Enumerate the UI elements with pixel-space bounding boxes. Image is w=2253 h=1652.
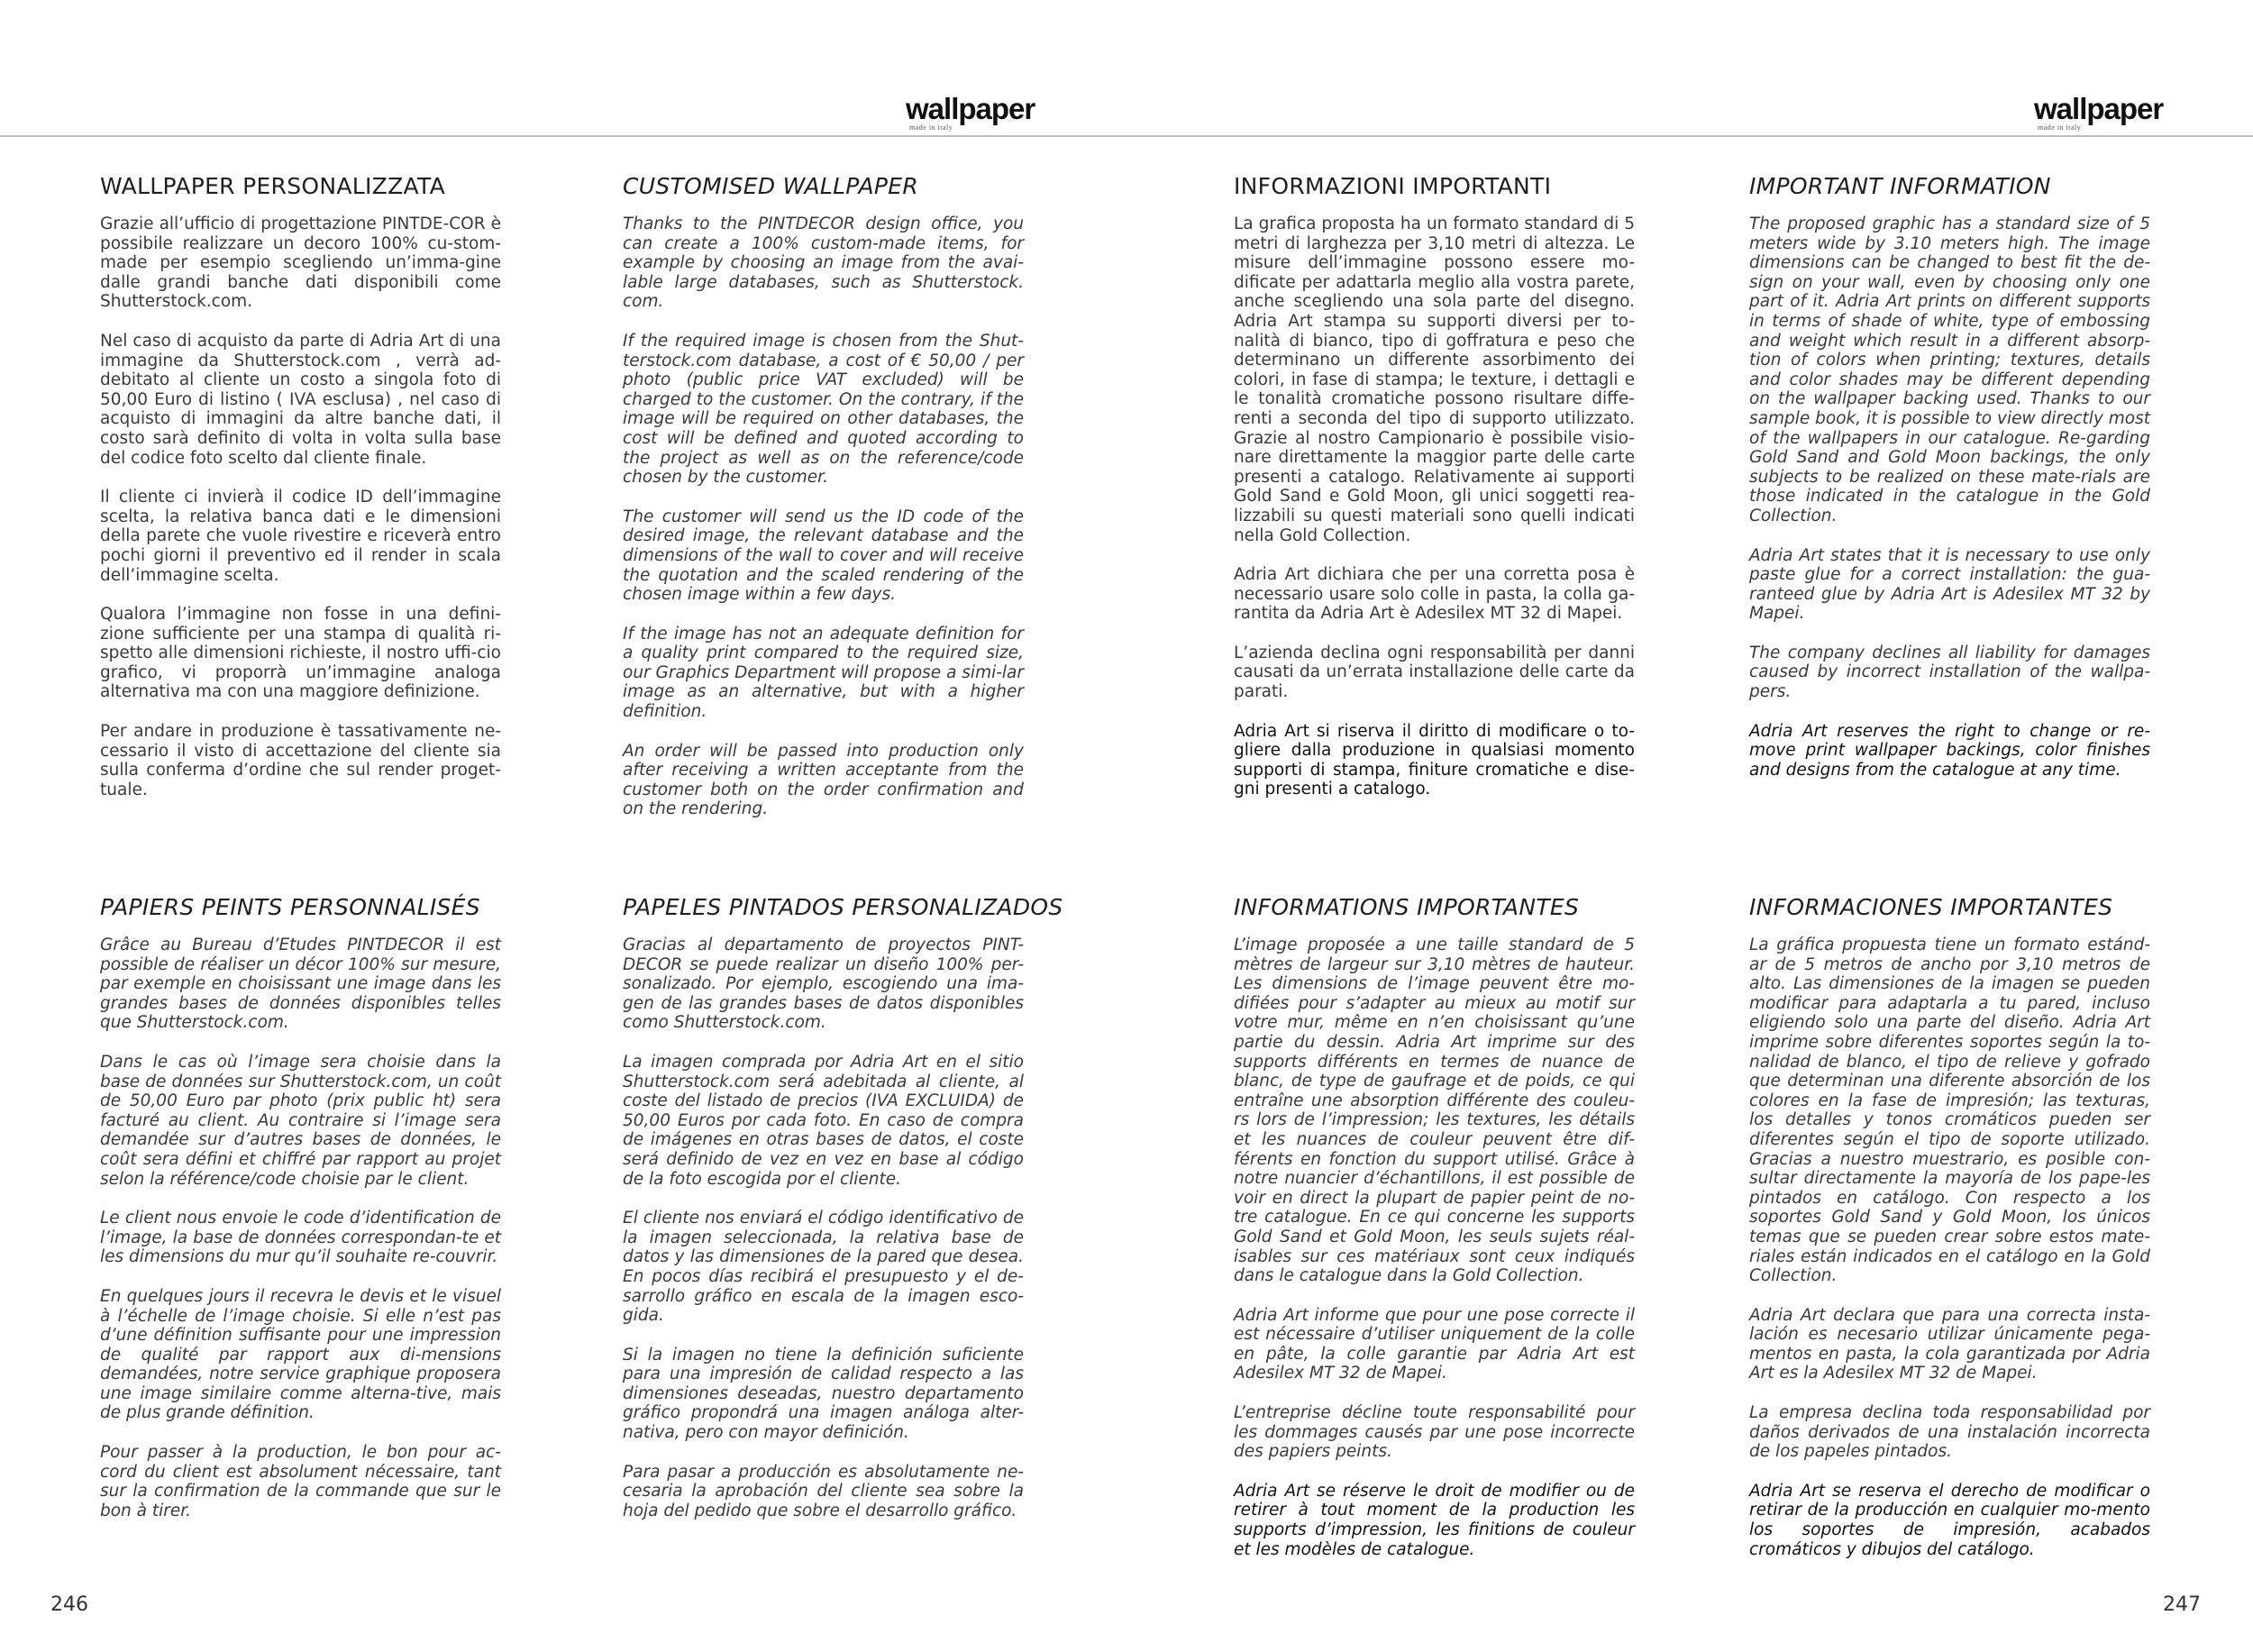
section-title: WALLPAPER PERSONALIZZATA	[100, 173, 446, 199]
paragraph: The customer will send us the ID code of the desired image, the relevant database and the dimensions of the wall to cover and will receive the quotation and the scaled rendering of the chosen image within a few days.	[623, 507, 1024, 605]
paragraph: Grâce au Bureau d’Etudes PINTDECOR il est possible de réaliser un décor 100% sur mesure, par exemple en choisissant une image dans les grandes bases de données disponibles telles que Shutterstock.com.	[100, 936, 501, 1033]
paragraph: The proposed graphic has a standard size of 5 meters wide by 3.10 meters high. The image dimensions can be changed to best fit the de-sign on your wall, even by choosing only one part of it. Adria Art prints on different supports in terms of shade of white, type of embossing and weight which result in a different absorp-tion of colors when printing; textures, details and color shades may be different depending on the wallpaper backing used. Thanks to our sample book, it is possible to view directly most of the wallpapers in our catalogue. Re-garding Gold Sand and Gold Moon backings, the only subjects to be realized on these mate-rials are those indicated in the catalogue in the Gold Collection.	[1749, 214, 2150, 525]
section-fr-info	[1234, 894, 1635, 1579]
paragraph: Gracias al departamento de proyectos PINT-DECOR se puede realizar un diseño 100% per-sonalizado. Por ejemplo, escogiendo una ima-gen de las grandes bases de datos disponibles como Shutterstock.com.	[623, 936, 1024, 1033]
paragraph: Qualora l’immagine non fosse in una defini-zione sufficiente per una stampa di qualità ri-spetto alle dimensioni richieste, il nostro uffi-cio grafico, vi proporrà un’immagine analoga alternativa ma con una maggiore definizione.	[100, 605, 501, 702]
section-es-info	[1749, 894, 2150, 1579]
paragraph: Para pasar a producción es absolutamente ne-cesaria la aprobación del cliente sea sobre la hoja del pedido que sobre el desarrollo gráfico.	[623, 1462, 1024, 1520]
paragraph: Dans le cas où l’image sera choisie dans la base de données sur Shutterstock.com, un coût de 50,00 Euro par photo (prix public ht) sera facturé au client. Au contraire si l’image sera demandée sur d’autres bases de données, le coût sera défini et chiffré par rapport au projet selon la référence/code choisie par le client.	[100, 1052, 501, 1189]
paragraph: The company declines all liability for damages caused by incorrect installation of the wallpa-pers.	[1749, 643, 2150, 702]
paragraph: Adria Art informe que pour une pose correcte il est nécessaire d’utiliser uniquement de la colle en pâte, la colle garantie par Adria Art est Adesilex MT 32 de Mapei.	[1234, 1305, 1635, 1383]
paragraph: La gráfica propuesta tiene un formato estánd-ar de 5 metros de ancho por 3,10 metros de alto. Las dimensiones de la imagen se pueden modificar para adaptarla a tu pared, incluso eligiendo solo una parte del diseño. Adria Art imprime sobre diferentes soportes según la to-nalidad de blanco, el tipo de relieve y gofrado que determinan una diferente absorción de los colores en la fase de impresión; las texturas, los detalles y tonos cromáticos pueden ser diferentes según el tipo de soporte utilizado. Gracias a nuestro muestrario, es posible con-sultar directamente la mayoría de los pape-les pintados en catálogo. Con respecto a los soportes Gold Sand y Gold Moon, los únicos temas que se pueden crear sobre estos mate-riales están indicados en el catálogo en la Gold Collection.	[1749, 936, 2150, 1286]
section-title: PAPIERS PEINTS PERSONNALISÉS	[100, 894, 480, 920]
logo-text: wallpaper	[2034, 92, 2164, 125]
paragraph: Per andare in produzione è tassativamente ne-cessario il visto di accettazione del cliente sia sulla conferma d’ordine che sul render proget-tuale.	[100, 722, 501, 799]
logo-subtitle: made in italy	[909, 123, 953, 132]
paragraph: La empresa declina toda responsabilidad por daños derivados de una instalación incorrecta de los papeles pintados.	[1749, 1403, 2150, 1462]
section-title: INFORMACIONES IMPORTANTES	[1749, 894, 2113, 920]
paragraph: El cliente nos enviará el código identificativo de la imagen seleccionada, la relativa base de datos y las dimensiones de la pared que desea. En pocos días recibirá el presupuesto y el de-sarrollo gráfico en escala de la imagen esco-gida.	[623, 1209, 1024, 1326]
paragraph: Adria Art se réserve le droit de modifier ou de retirer à tout moment de la production les supports d’impression, les finitions de couleur et les modèles de catalogue.	[1234, 1481, 1635, 1559]
section-title: IMPORTANT INFORMATION	[1749, 173, 2051, 199]
paragraph: Grazie all’ufficio di progettazione PINTDE-COR è possibile realizzare un decoro 100% cu-stom-made per esempio scegliendo un’imma-gine dalle grandi banche dati disponibili come Shutterstock.com.	[100, 214, 501, 312]
section-fr-custom	[100, 894, 501, 1540]
paragraph: Le client nous envoie le code d’identification de l’image, la base de données correspondan-te et les dimensions du mur qu’il souhaite re-couvrir.	[100, 1209, 501, 1267]
paragraph: La imagen comprada por Adria Art en el sitio Shutterstock.com será adebitada al cliente, al coste del listado de precios (IVA EXCLUIDA) de 50,00 Euros por cada foto. En caso de compra de imágenes en otras bases de datos, el coste será definido de vez en vez en base al código de la foto escogida por el cliente.	[623, 1052, 1024, 1189]
paragraph: Si la imagen no tiene la definición suficiente para una impresión de calidad respecto a las dimensiones deseadas, nuestro departamento gráfico propondrá una imagen análoga alter-nativa, pero con mayor definición.	[623, 1345, 1024, 1443]
paragraph: If the required image is chosen from the Shut-terstock.com database, a cost of € 50,00 / per photo (public price VAT excluded) will be charged to the customer. On the contrary, if the image will be required on other databases, the cost will be defined and quoted according to the project as well as on the reference/code chosen by the customer.	[623, 331, 1024, 488]
logo-subtitle: made in italy	[2038, 123, 2082, 132]
logo-text: wallpaper	[906, 92, 1035, 125]
section-en-info	[1749, 173, 2150, 799]
paragraph: Nel caso di acquisto da parte di Adria Art di una immagine da Shutterstock.com , verrà ad-debitato al cliente un costo a singola foto di 50,00 Euro di listino ( IVA esclusa) , nel caso di acquisto di immagini da altre banche dati, il costo sarà definito di volta in volta sulla base del codice foto scelto dal cliente finale.	[100, 331, 501, 468]
page-number-left: 246	[50, 1593, 88, 1616]
header-divider	[0, 135, 2253, 137]
paragraph: Adria Art dichiara che per una corretta posa è necessario usare solo colle in pasta, la colla ga-rantita da Adria Art è Adesilex MT 32 di Mapei.	[1234, 565, 1635, 624]
paragraph: An order will be passed into production only after receiving a written acceptante from the customer both on the order confirmation and on the rendering.	[623, 741, 1024, 819]
paragraph: Adria Art si riserva il diritto di modificare o to-gliere dalla produzione in qualsiasi momento supporti di stampa, finiture cromatiche e dise-gni presenti a catalogo.	[1234, 721, 1635, 799]
section-it-info	[1234, 173, 1635, 819]
section-it-custom	[100, 173, 501, 819]
paragraph: Il cliente ci invierà il codice ID dell’immagine scelta, la relativa banca dati e le dimensioni della parete che vuole rivestire e riceverà entro pochi giorni il preventivo ed il render in scala dell’immagine scelta.	[100, 488, 501, 585]
paragraph: Adria Art se reserva el derecho de modificar o retirar de la producción en cualquier mo-mento los soportes de impresión, acabados cromáticos y dibujos del catálogo.	[1749, 1481, 2150, 1559]
page-number-right: 247	[2163, 1593, 2201, 1616]
paragraph: Adria Art declara que para una correcta insta-lación es necesario utilizar únicamente pega-mentos en pasta, la cola garantizada por Adria Art es la Adesilex MT 32 de Mapei.	[1749, 1305, 2150, 1383]
brand-logo-right	[2034, 92, 2164, 132]
section-title: PAPELES PINTADOS PERSONALIZADOS	[623, 894, 1063, 920]
section-en-custom	[623, 173, 1024, 839]
paragraph: Adria Art states that it is necessary to use only paste glue for a correct installation: the gua-ranteed glue by Adria Art is Adesilex MT 32 by Mapei.	[1749, 545, 2150, 624]
paragraph: L’entreprise décline toute responsabilité pour les dommages causés par une pose incorrecte des papiers peints.	[1234, 1403, 1635, 1462]
brand-logo-left	[906, 92, 1035, 132]
section-es-custom	[623, 894, 1063, 1540]
paragraph: Adria Art reserves the right to change or re-move print wallpaper backings, color finishes and designs from the catalogue at any time.	[1749, 721, 2150, 780]
paragraph: Pour passer à la production, le bon pour ac-cord du client est absolument nécessaire, tant sur la confirmation de la commande que sur le bon à tirer.	[100, 1443, 501, 1520]
section-title: INFORMATIONS IMPORTANTES	[1234, 894, 1580, 920]
paragraph: L’azienda declina ogni responsabilità per danni causati da un’errata installazione delle carte da parati.	[1234, 643, 1635, 702]
paragraph: If the image has not an adequate definition for a quality print compared to the required size, our Graphics Department will propose a simi-lar image as an alternative, but with a higher definition.	[623, 624, 1024, 722]
paragraph: En quelques jours il recevra le devis et le visuel à l’échelle de l’image choisie. Si elle n’est pas d’une définition suffisante pour une impression de qualité par rapport aux di-mensions demandées, notre service graphique proposera une image similaire comme alterna-tive, mais de plus grande définition.	[100, 1286, 501, 1423]
section-title: INFORMAZIONI IMPORTANTI	[1234, 173, 1552, 199]
paragraph: Thanks to the PINTDECOR design office, you can create a 100% custom-made items, for example by choosing an image from the avai-lable large databases, such as Shutterstock. com.	[623, 214, 1024, 312]
paragraph: L’image proposée a une taille standard de 5 mètres de largeur sur 3,10 mètres de hauteur. Les dimensions de l’image peuvent être mo-difiées pour s’adapter au mieux au motif sur votre mur, même en n’en choisissant qu’une partie du dessin. Adria Art imprime sur des supports différents en termes de nuance de blanc, de type de gaufrage et de poids, ce qui entraîne une absorption différente des couleu-rs lors de l’impression; les textures, les détails et les nuances de couleur peuvent être dif-férents en fonction du support utilisé. Grâce à notre nuancier d’échantillons, il est possible de voir en direct la plupart de papier peint de no-tre catalogue. En ce qui concerne les supports Gold Sand et Gold Moon, les seuls sujets réal-isables sur ces matériaux sont ceux indiqués dans le catalogue dans la Gold Collection.	[1234, 936, 1635, 1286]
section-title: CUSTOMISED WALLPAPER	[623, 173, 918, 199]
paragraph: La grafica proposta ha un formato standard di 5 metri di larghezza per 3,10 metri di altezza. Le misure dell’immagine possono essere mo-dificate per adattarla meglio alla vostra parete, anche scegliendo una sola parte del disegno. Adria Art stampa su supporti diversi per to-nalità di bianco, tipo di goffratura e peso che determinano un differente assorbimento dei colori, in fase di stampa; le texture, i dettagli e le tonalità cromatiche possono risultare diffe-renti a seconda del tipo di supporto utilizzato. Grazie al nostro Campionario è possibile visio-nare direttamente la maggior parte delle carte presenti a catalogo. Relativamente ai supporti Gold Sand e Gold Moon, gli unici soggetti rea-lizzabili su questi materiali sono quelli indicati nella Gold Collection.	[1234, 214, 1635, 545]
